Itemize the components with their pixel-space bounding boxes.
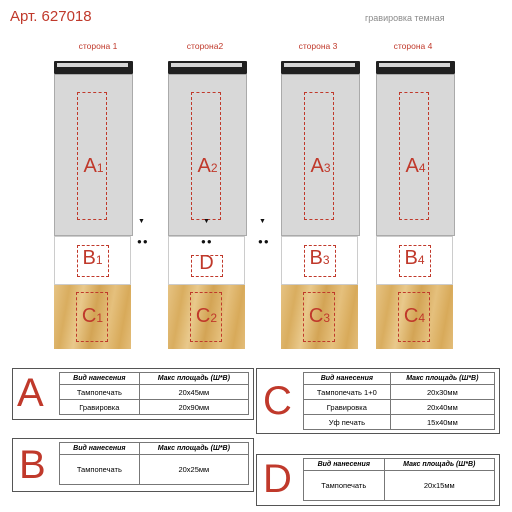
zone-b-label: B4 [404, 247, 425, 269]
zone-d-label: D [199, 252, 214, 274]
zone-c-panel [281, 285, 358, 349]
zone-b-panel [54, 236, 131, 285]
legend-d-table: Вид нанесения Макс площадь (Ш*В) Тампопечать 20x15мм [303, 458, 495, 501]
zone-a-panel [376, 74, 455, 236]
zone-a-label: A2 [197, 155, 218, 177]
cap [281, 61, 360, 74]
zone-a-panel [281, 74, 360, 236]
side-label-4: сторона 4 [393, 41, 433, 51]
marker-triangle: ▼ [138, 218, 145, 225]
zone-c-panel [376, 285, 453, 349]
marker-triangle: ▼ [259, 218, 266, 225]
zone-c-label: C1 [81, 305, 104, 327]
marker-triangle: ▼ [203, 218, 210, 225]
legend-c-table: Вид нанесения Макс площадь (Ш*В) Тампопечать 1+0 20x30мм Гравировка 20x40мм Уф печать 15x40мм [303, 372, 495, 430]
article-number: Арт. 627018 [10, 8, 92, 25]
marker-dots: ●● [201, 237, 213, 246]
zone-c-label: C4 [403, 305, 426, 327]
zone-b-label: B1 [82, 247, 103, 269]
side-3-column [281, 61, 358, 351]
legend-b [12, 438, 254, 492]
legend-d [256, 454, 500, 506]
zone-a-panel [54, 74, 133, 236]
cap [168, 61, 247, 74]
cap [376, 61, 455, 74]
zone-b-label: B3 [309, 247, 330, 269]
legend-b-letter: B [19, 443, 46, 487]
legend-a [12, 368, 254, 420]
marker-dots: ●● [137, 237, 149, 246]
cap [54, 61, 133, 74]
legend-a-letter: A [17, 371, 44, 415]
side-1-column [54, 61, 131, 351]
legend-c-letter: C [263, 379, 292, 423]
side-label-2: сторона2 [186, 41, 224, 51]
zone-a-label: A1 [83, 155, 104, 177]
zone-a-label: A4 [405, 155, 426, 177]
marker-dots: ●● [258, 237, 270, 246]
zone-c-label: C2 [195, 305, 218, 327]
zone-c-panel [168, 285, 245, 349]
legend-d-letter: D [263, 457, 292, 501]
legend-c [256, 368, 500, 434]
zone-c-panel [54, 285, 131, 349]
side-4-column [376, 61, 453, 351]
zone-a-panel [168, 74, 247, 236]
legend-a-table: Вид нанесения Макс площадь (Ш*В) Тампопечать 20x45мм Гравировка 20x90мм [59, 372, 249, 415]
zone-a-label: A3 [310, 155, 331, 177]
side-label-1: сторона 1 [78, 41, 118, 51]
engraving-note: гравировка темная [365, 13, 445, 23]
zone-b-panel [281, 236, 358, 285]
legend-b-table: Вид нанесения Макс площадь (Ш*В) Тампопечать 20x25мм [59, 442, 249, 485]
zone-b-panel [376, 236, 453, 285]
side-label-3: сторона 3 [298, 41, 338, 51]
side-2-column [168, 61, 245, 351]
zone-c-label: C3 [308, 305, 331, 327]
